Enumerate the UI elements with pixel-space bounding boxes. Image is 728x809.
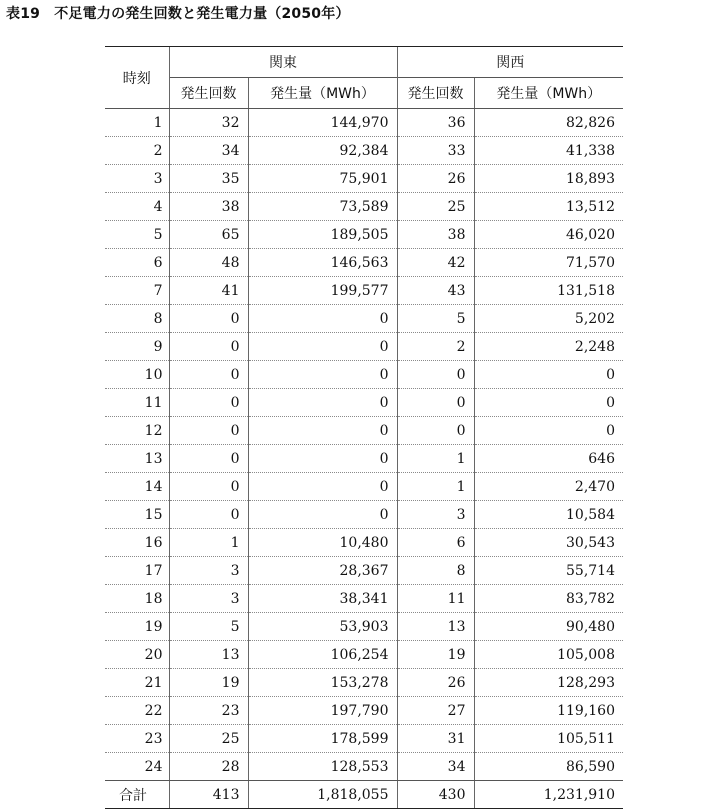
table-row	[105, 249, 623, 277]
kansai-mwh-cell: 105,008	[474, 641, 623, 669]
kanto-mwh-cell: 0	[248, 501, 397, 529]
hour-cell: 9	[105, 333, 169, 361]
kanto-count-cell: 0	[169, 361, 248, 389]
hour-cell: 10	[105, 361, 169, 389]
kansai-count-header: 発生回数	[397, 78, 474, 109]
kansai-mwh-cell: 90,480	[474, 613, 623, 641]
table-row	[105, 753, 623, 781]
kanto-count-cell: 19	[169, 669, 248, 697]
table-row	[105, 473, 623, 501]
kanto-count-cell: 65	[169, 221, 248, 249]
kanto-count-cell: 23	[169, 697, 248, 725]
kansai-count-cell: 34	[397, 753, 474, 781]
kansai-mwh-cell: 0	[474, 417, 623, 445]
kansai-count-cell: 31	[397, 725, 474, 753]
hour-cell: 16	[105, 529, 169, 557]
kansai-count-cell: 36	[397, 109, 474, 137]
kanto-count-cell: 1	[169, 529, 248, 557]
kansai-count-cell: 13	[397, 613, 474, 641]
kansai-count-cell: 33	[397, 137, 474, 165]
hour-cell: 20	[105, 641, 169, 669]
table-row	[105, 305, 623, 333]
kanto-mwh-cell: 197,790	[248, 697, 397, 725]
kanto-mwh-cell: 0	[248, 333, 397, 361]
kansai-mwh-cell: 30,543	[474, 529, 623, 557]
kansai-count-cell: 6	[397, 529, 474, 557]
kansai-mwh-cell: 18,893	[474, 165, 623, 193]
table-row	[105, 641, 623, 669]
kanto-count-cell: 0	[169, 389, 248, 417]
hour-cell: 12	[105, 417, 169, 445]
kanto-count-cell: 0	[169, 473, 248, 501]
kansai-mwh-cell: 83,782	[474, 585, 623, 613]
hour-cell: 11	[105, 389, 169, 417]
kanto-count-cell: 34	[169, 137, 248, 165]
kansai-count-cell: 11	[397, 585, 474, 613]
kansai-mwh-cell: 131,518	[474, 277, 623, 305]
kanto-mwh-cell: 0	[248, 473, 397, 501]
kansai-count-cell: 26	[397, 165, 474, 193]
kanto-mwh-cell: 128,553	[248, 753, 397, 781]
kanto-count-cell: 3	[169, 585, 248, 613]
kanto-count-cell: 3	[169, 557, 248, 585]
kanto-count-cell: 13	[169, 641, 248, 669]
table-row	[105, 165, 623, 193]
kanto-count-cell: 38	[169, 193, 248, 221]
table-row	[105, 445, 623, 473]
total-kanto-count: 413	[169, 781, 248, 809]
kansai-count-cell: 26	[397, 669, 474, 697]
kanto-mwh-cell: 0	[248, 389, 397, 417]
kanto-mwh-cell: 0	[248, 417, 397, 445]
kanto-count-cell: 48	[169, 249, 248, 277]
kanto-header: 関東	[169, 47, 397, 78]
table-row	[105, 361, 623, 389]
kanto-mwh-cell: 146,563	[248, 249, 397, 277]
table-row	[105, 669, 623, 697]
table-row	[105, 333, 623, 361]
kanto-count-cell: 0	[169, 417, 248, 445]
hour-cell: 18	[105, 585, 169, 613]
kanto-mwh-cell: 75,901	[248, 165, 397, 193]
table-row	[105, 585, 623, 613]
hour-cell: 15	[105, 501, 169, 529]
kansai-count-cell: 1	[397, 445, 474, 473]
kanto-count-cell: 32	[169, 109, 248, 137]
kansai-mwh-cell: 71,570	[474, 249, 623, 277]
hour-cell: 7	[105, 277, 169, 305]
kanto-count-cell: 0	[169, 305, 248, 333]
kansai-mwh-cell: 0	[474, 361, 623, 389]
hour-cell: 23	[105, 725, 169, 753]
hour-cell: 6	[105, 249, 169, 277]
kanto-mwh-cell: 28,367	[248, 557, 397, 585]
kanto-count-cell: 41	[169, 277, 248, 305]
kansai-count-cell: 0	[397, 361, 474, 389]
hour-cell: 3	[105, 165, 169, 193]
kanto-mwh-cell: 199,577	[248, 277, 397, 305]
table-row	[105, 529, 623, 557]
kanto-mwh-cell: 0	[248, 305, 397, 333]
kansai-count-cell: 43	[397, 277, 474, 305]
kansai-count-cell: 27	[397, 697, 474, 725]
table-row	[105, 613, 623, 641]
kanto-energy-header: 発生量（MWh）	[248, 78, 397, 109]
kansai-count-cell: 3	[397, 501, 474, 529]
hour-cell: 22	[105, 697, 169, 725]
kansai-mwh-cell: 128,293	[474, 669, 623, 697]
table-row	[105, 277, 623, 305]
kanto-count-header: 発生回数	[169, 78, 248, 109]
kansai-header: 関西	[397, 47, 623, 78]
kansai-count-cell: 42	[397, 249, 474, 277]
kansai-count-cell: 8	[397, 557, 474, 585]
hour-cell: 2	[105, 137, 169, 165]
hour-cell: 19	[105, 613, 169, 641]
table-row	[105, 221, 623, 249]
kansai-mwh-cell: 646	[474, 445, 623, 473]
total-kansai-count: 430	[397, 781, 474, 809]
kansai-mwh-cell: 86,590	[474, 753, 623, 781]
kansai-mwh-cell: 119,160	[474, 697, 623, 725]
hour-cell: 13	[105, 445, 169, 473]
kanto-count-cell: 28	[169, 753, 248, 781]
kanto-mwh-cell: 106,254	[248, 641, 397, 669]
kansai-mwh-cell: 105,511	[474, 725, 623, 753]
kansai-mwh-cell: 82,826	[474, 109, 623, 137]
kansai-mwh-cell: 55,714	[474, 557, 623, 585]
kansai-count-cell: 19	[397, 641, 474, 669]
table-row	[105, 389, 623, 417]
hour-cell: 24	[105, 753, 169, 781]
kanto-mwh-cell: 53,903	[248, 613, 397, 641]
hour-cell: 5	[105, 221, 169, 249]
kanto-mwh-cell: 92,384	[248, 137, 397, 165]
hour-cell: 8	[105, 305, 169, 333]
hour-cell: 17	[105, 557, 169, 585]
table-row	[105, 697, 623, 725]
kanto-count-cell: 0	[169, 445, 248, 473]
kanto-mwh-cell: 178,599	[248, 725, 397, 753]
kansai-mwh-cell: 5,202	[474, 305, 623, 333]
kanto-count-cell: 0	[169, 501, 248, 529]
kanto-count-cell: 5	[169, 613, 248, 641]
table-row	[105, 109, 623, 137]
kansai-count-cell: 1	[397, 473, 474, 501]
kanto-mwh-cell: 0	[248, 445, 397, 473]
total-row	[105, 781, 623, 809]
table-row	[105, 501, 623, 529]
table-row	[105, 137, 623, 165]
time-header: 時刻	[105, 47, 169, 109]
hour-cell: 14	[105, 473, 169, 501]
kansai-count-cell: 0	[397, 417, 474, 445]
table-row	[105, 557, 623, 585]
kanto-count-cell: 25	[169, 725, 248, 753]
kansai-mwh-cell: 10,584	[474, 501, 623, 529]
table-body	[105, 109, 623, 781]
total-kanto-mwh: 1,818,055	[248, 781, 397, 809]
kansai-count-cell: 25	[397, 193, 474, 221]
kansai-energy-header: 発生量（MWh）	[474, 78, 623, 109]
kanto-mwh-cell: 189,505	[248, 221, 397, 249]
kanto-mwh-cell: 0	[248, 361, 397, 389]
table-row	[105, 193, 623, 221]
shortage-table	[105, 46, 623, 809]
kansai-mwh-cell: 13,512	[474, 193, 623, 221]
hour-cell: 21	[105, 669, 169, 697]
table-row	[105, 725, 623, 753]
table-title: 表19 不足電力の発生回数と発生電力量（2050年）	[6, 6, 350, 22]
kansai-count-cell: 0	[397, 389, 474, 417]
kanto-mwh-cell: 38,341	[248, 585, 397, 613]
kansai-count-cell: 2	[397, 333, 474, 361]
kanto-count-cell: 0	[169, 333, 248, 361]
kansai-mwh-cell: 2,248	[474, 333, 623, 361]
hour-cell: 1	[105, 109, 169, 137]
kanto-mwh-cell: 10,480	[248, 529, 397, 557]
kansai-mwh-cell: 0	[474, 389, 623, 417]
kanto-mwh-cell: 73,589	[248, 193, 397, 221]
kansai-mwh-cell: 41,338	[474, 137, 623, 165]
hour-cell: 4	[105, 193, 169, 221]
kansai-mwh-cell: 2,470	[474, 473, 623, 501]
kansai-mwh-cell: 46,020	[474, 221, 623, 249]
total-kansai-mwh: 1,231,910	[474, 781, 623, 809]
kanto-count-cell: 35	[169, 165, 248, 193]
kanto-mwh-cell: 153,278	[248, 669, 397, 697]
kansai-count-cell: 38	[397, 221, 474, 249]
kansai-count-cell: 5	[397, 305, 474, 333]
total-label: 合計	[105, 781, 169, 809]
kanto-mwh-cell: 144,970	[248, 109, 397, 137]
table-row	[105, 417, 623, 445]
